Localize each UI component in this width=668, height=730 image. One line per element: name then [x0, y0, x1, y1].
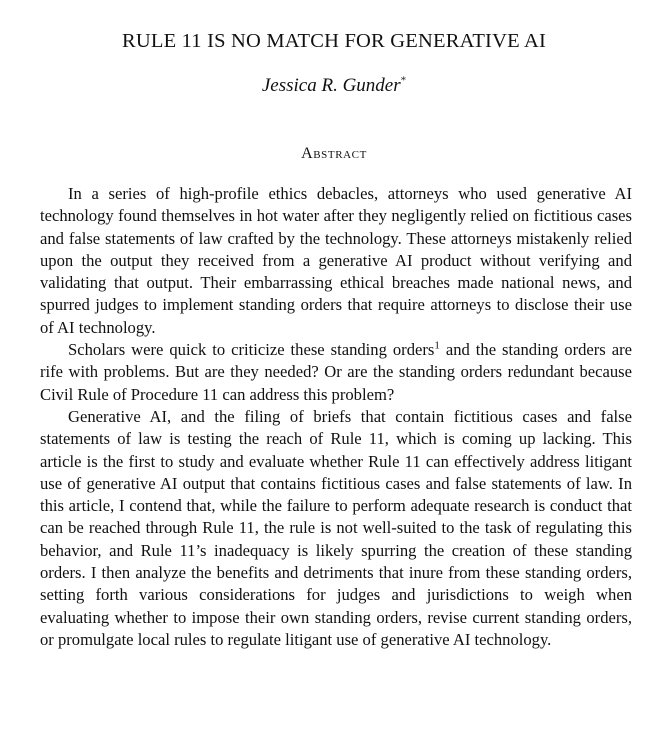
abstract-paragraph-2 [40, 339, 632, 406]
author-line [0, 74, 668, 98]
paper-title: RULE 11 IS NO MATCH FOR GENERATIVE AI [121, 30, 547, 52]
paragraph-2-text-after: and the standing orders are rife with problems. But are they needed? Or are the standing orders redundant because Civil Rule of Procedure 11 can address this problem? [40, 340, 632, 404]
author-footnote-marker: * [400, 74, 407, 87]
abstract-body [40, 183, 632, 651]
abstract-paragraph-3: Generative AI, and the filing of briefs that contain fictitious cases and false statements of law is testing the reach of Rule 11, which is coming up lacking. This article is the first to study and evaluate whether Rule 11 can effectively address litigant use of generative AI output that contains fictitious cases and false statements of law. In this article, I contend that, while the failure to perform adequate research is conduct that can be reached through Rule 11, the rule is not well-suited to the task of regulating this behavior, and Rule 11’s inadequacy is likely spurring the creation of these standing orders. I then analyze the benefits and detriments that inure from these standing orders, setting forth various considerations for judges and jurisdictions to weigh when evaluating whether to impose their own standing orders, revise current standing orders, or promulgate local rules to regulate litigant use of generative AI technology. [40, 406, 632, 649]
abstract-paragraph-1: In a series of high-profile ethics debacles, attorneys who used generative AI technology found themselves in hot water after they negligently relied on fictitious cases and false statements of law crafted by the technology. These attorneys mistakenly relied upon the output they received from a generative AI product without verifying and validating that output. Their embarrassing ethical breaches made national news, and spurred judges to implement standing orders that require attorneys to disclose their use of AI technology. [40, 184, 632, 337]
abstract-heading: Abstract [301, 145, 367, 162]
author-name: Jessica R. Gunder [261, 75, 401, 96]
footnote-reference-1: 1 [434, 339, 440, 352]
paragraph-2-text-before: Scholars were quick to criticize these standing orders [68, 340, 435, 360]
